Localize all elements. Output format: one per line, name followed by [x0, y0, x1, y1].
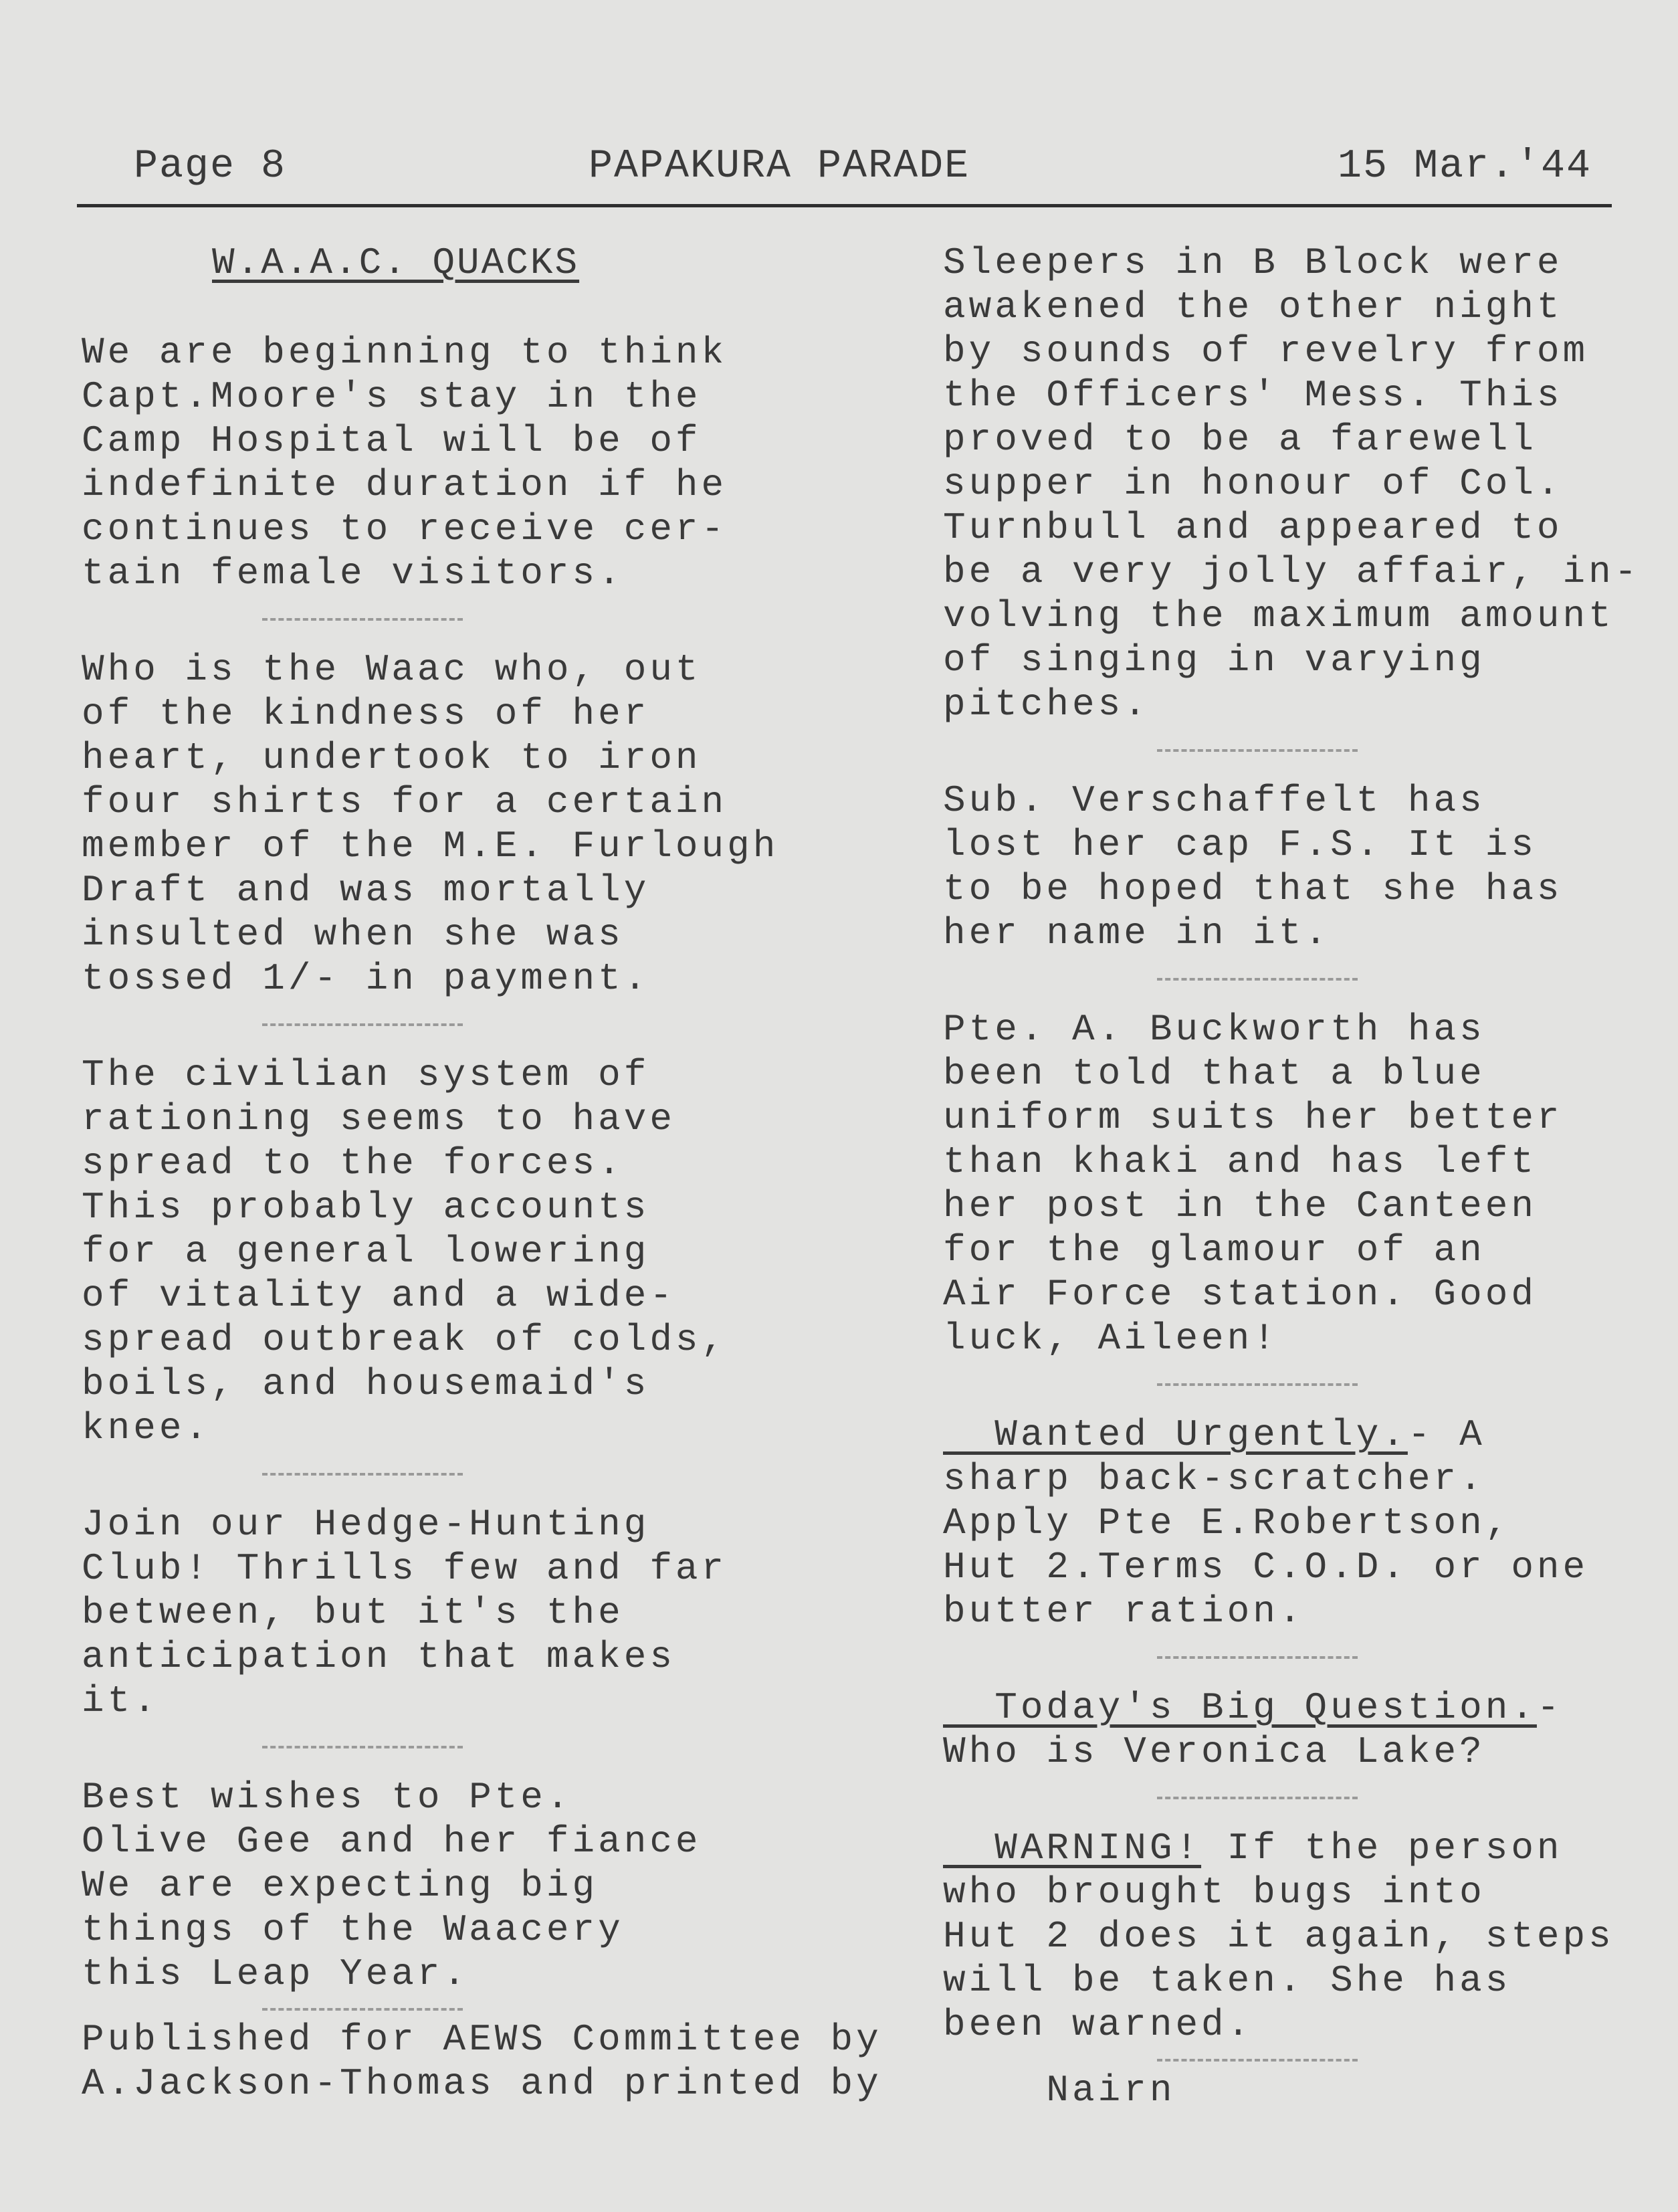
- news-item: Sub. Verschaffelt has lost her cap F.S. It is to be hoped that she has her name in it.: [943, 779, 1563, 954]
- printer-credit: Nairn: [943, 2069, 1176, 2112]
- item-separator: [1157, 1383, 1358, 1386]
- publisher-credit: Published for AEWS Committee by A.Jackson-Thomas and printed by: [82, 2018, 882, 2105]
- wanted-body: - A sharp back-scratcher. Apply Pte E.Robertson, Hut 2.Terms C.O.D. or one butter ration.: [943, 1413, 1589, 1633]
- item-separator: [262, 1746, 463, 1748]
- publication-title: PAPAKURA PARADE: [589, 144, 970, 189]
- wanted-heading: Wanted Urgently.: [943, 1413, 1408, 1456]
- issue-date: 15 Mar.'44: [1338, 144, 1592, 189]
- news-item: The civilian system of rationing seems to have spread to the forces. This probably accounts for a general lowering of vitality and a wide- spread outbreak of colds, boils, and housemaid's knee.: [82, 1053, 728, 1449]
- item-separator: [262, 2008, 463, 2011]
- warning-heading: WARNING!: [943, 1827, 1202, 1870]
- item-separator: [1157, 1797, 1358, 1799]
- left-column: [82, 241, 924, 2106]
- warning-notice: [943, 1826, 1652, 2047]
- question-body: - Who is Veronica Lake?: [943, 1686, 1563, 1773]
- news-item: Pte. A. Buckworth has been told that a blue uniform suits her better than khaki and has left her post in the Canteen for the glamour of an Air Force station. Good luck, Aileen!: [943, 1008, 1563, 1360]
- section-title: W.A.A.C. QUACKS: [212, 241, 580, 284]
- item-separator: [262, 618, 463, 621]
- page-number: Page 8: [134, 144, 287, 189]
- warning-body: If the person who brought bugs into Hut 2 does it again, steps will be taken. She has been warned.: [943, 1827, 1614, 2046]
- news-item: We are beginning to think Capt.Moore's stay in the Camp Hospital will be of indefinite duration if he continues to receive cer- tain female visitors.: [82, 331, 728, 595]
- item-separator: [262, 1023, 463, 1026]
- news-item: Join our Hedge-Hunting Club! Thrills few and far between, but it's the anticipation that makes it.: [82, 1503, 728, 1722]
- item-separator: [1157, 749, 1358, 752]
- page-header: [80, 137, 1612, 191]
- wanted-notice: [943, 1413, 1652, 1633]
- item-separator: [262, 1473, 463, 1476]
- header-rule: [77, 204, 1612, 207]
- question-heading: Today's Big Question.: [943, 1686, 1537, 1729]
- right-column: [943, 241, 1652, 2112]
- question-notice: [943, 1686, 1652, 1774]
- news-item: Best wishes to Pte. Olive Gee and her fiance We are expecting big things of the Waacery this Leap Year.: [82, 1776, 702, 1995]
- item-separator: [1157, 1656, 1358, 1659]
- news-item: Who is the Waac who, out of the kindness of her heart, undertook to iron four shirts for a certain member of the M.E. Furlough Draft and was mortally insulted when she was tossed 1/- in payment.: [82, 648, 779, 1000]
- item-separator: [1157, 978, 1358, 981]
- item-separator: [1157, 2059, 1358, 2062]
- news-item: Sleepers in B Block were awakened the other night by sounds of revelry from the Officers' Mess. This proved to be a farewell supper in honour of Col. Turnbull and appeared to be a very jolly affair, in- volving the maximum amount of singing in varying pitches.: [943, 241, 1641, 726]
